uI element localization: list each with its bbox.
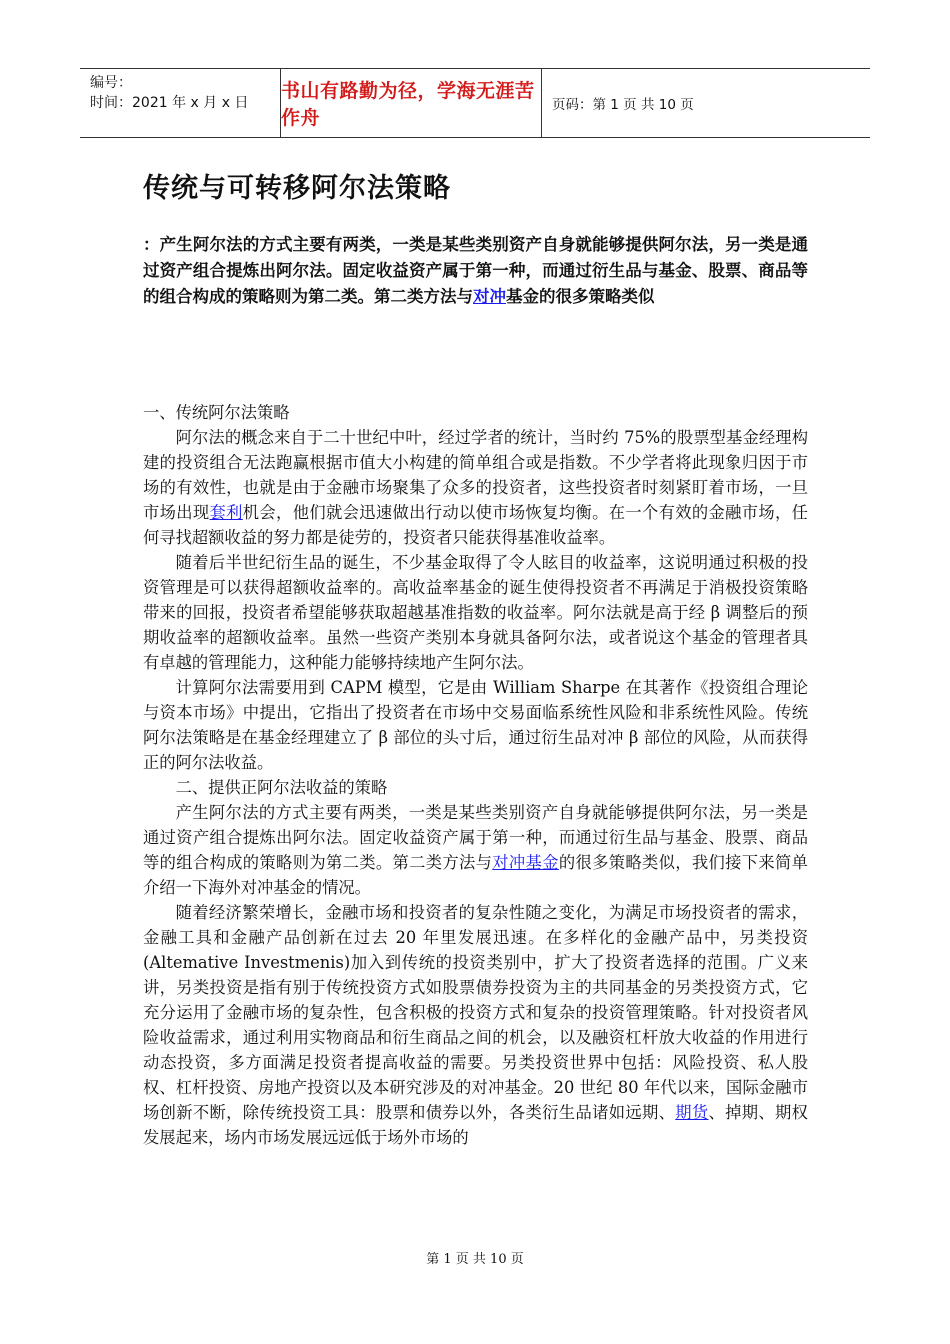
header-meta: [90, 73, 280, 113]
document-number-label: 编号：: [90, 75, 132, 91]
paragraph-4-tail: 的很多策略类似，我们接下来简单介绍一下海外对冲基金的情况。: [143, 853, 808, 897]
document-date: 时间：2021 年 x 月 x 日: [90, 95, 249, 111]
paragraph-5-text: 随着经济繁荣增长，金融市场和投资者的复杂性随之变化，为满足市场投资者的需求，金融工具和金融产品创新在过去 20 年里发展迅速。在多样化的金融产品中，另类投资(Altemative Investmenis)加入到传统的投资类别中，扩大了投资者选择的范围。广义来讲，另类投资是指有别于传统投资方式如股票债券投资为主的共同基金的另类投资方式，它充分运用了金融市场的复杂性，包含积极的投资方式和复杂的投资管理策略。针对投资者风险收益需求，通过利用实物商品和衍生商品之间的机会，以及融资杠杆放大收益的作用进行动态投资，多方面满足投资者提高收益的需要。另类投资世界中包括：风险投资、私人股权、杠杆投资、房地产投资以及本研究涉及的对冲基金。20 世纪 80 年代以来，国际金融市场创新不断，除传统投资工具：股票和债券以外，各类衍生品诸如远期、: [143, 903, 808, 1122]
page-header: [80, 68, 870, 138]
hedge-fund-link[interactable]: 对冲基金: [492, 853, 559, 872]
section-heading-1: 一、传统阿尔法策略: [143, 403, 290, 422]
abstract: [143, 232, 808, 310]
abstract-text: ：产生阿尔法的方式主要有两类，一类是某些类别资产自身就能够提供阿尔法，另一类是通过资产组合提炼出阿尔法。固定收益资产属于第一种，而通过衍生品与基金、股票、商品等的组合构成的策略则为第二类。第二类方法与: [143, 235, 808, 306]
header-page-info: 页码：第 1 页 共 10 页: [552, 97, 694, 113]
paragraph-5: [143, 900, 808, 1150]
header-motto: 书山有路勤为径，学海无涯苦作舟: [281, 80, 535, 129]
paragraph-3: 计算阿尔法需要用到 CAPM 模型，它是由 William Sharpe 在其著作《投资组合理论与资本市场》中提出，它指出了投资者在市场中交易面临系统性风险和非系统性风险。传统阿尔法策略是在基金经理建立了 β 部位的头寸后，通过衍生品对冲 β 部位的风险，从而获得正的阿尔法收益。: [143, 678, 808, 772]
abstract-text-tail: 基金的很多策略类似: [506, 287, 655, 306]
header-motto-cell: [280, 69, 542, 137]
hedge-link[interactable]: 对冲: [473, 287, 506, 306]
paragraph-1-text: 阿尔法的概念来自于二十世纪中叶，经过学者的统计，当时约 75%的股票型基金经理构建的投资组合无法跑赢根据市值大小构建的简单组合或是指数。不少学者将此现象归因于市场的有效性，也就是由于金融市场聚集了众多的投资者，这些投资者时刻紧盯着市场，一旦市场出现: [143, 428, 808, 522]
document-title: 传统与可转移阿尔法策略: [143, 173, 451, 204]
page-footer: 第 1 页 共 10 页: [426, 1252, 524, 1267]
futures-link[interactable]: 期货: [675, 1103, 709, 1122]
paragraph-4: [143, 800, 808, 900]
paragraph-1-tail: 机会，他们就会迅速做出行动以使市场恢复均衡。在一个有效的金融市场，任何寻找超额收益的努力都是徒劳的，投资者只能获得基准收益率。: [143, 503, 808, 547]
paragraph-2: 随着后半世纪衍生品的诞生，不少基金取得了令人眩目的收益率，这说明通过积极的投资管理是可以获得超额收益率的。高收益率基金的诞生使得投资者不再满足于消极投资策略带来的回报，投资者希望能够获取超越基准指数的收益率。阿尔法就是高于经 β 调整后的预期收益率的超额收益率。虽然一些资产类别本身就具备阿尔法，或者说这个基金的管理者具有卓越的管理能力，这种能力能够持续地产生阿尔法。: [143, 553, 808, 672]
paragraph-1: [143, 425, 808, 550]
body-text: [143, 400, 808, 1150]
paragraph-4-text: 产生阿尔法的方式主要有两类，一类是某些类别资产自身就能够提供阿尔法，另一类是通过资产组合提炼出阿尔法。固定收益资产属于第一种，而通过衍生品与基金、股票、商品等的组合构成的策略则为第二类。第二类方法与: [143, 803, 808, 872]
arbitrage-link[interactable]: 套利: [209, 503, 243, 522]
section-heading-2: 二、提供正阿尔法收益的策略: [175, 778, 388, 797]
paragraph-5-tail: 、掉期、期权发展起来，场内市场发展远远低于场外市场的: [143, 1103, 808, 1147]
